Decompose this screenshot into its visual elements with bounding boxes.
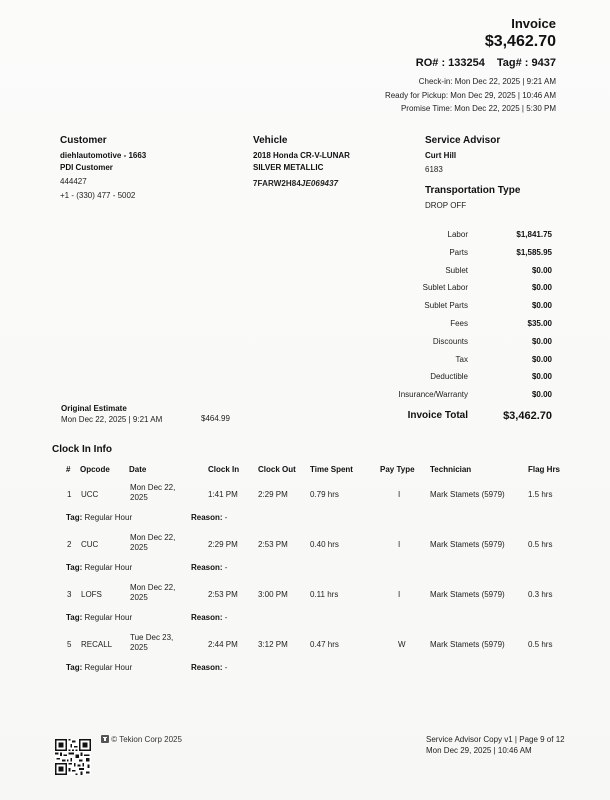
invoice-header [485, 16, 556, 51]
cell-reason [191, 563, 227, 572]
total-row-labor [360, 230, 554, 248]
cell-date [130, 583, 190, 603]
total-value: $35.00 [527, 318, 552, 328]
cell-date-line2: 2025 [130, 643, 148, 652]
reason-value: - [224, 663, 228, 672]
total-label: Labor [447, 230, 468, 239]
customer-type: PDI Customer [60, 163, 113, 172]
totals-block [360, 230, 554, 428]
cell-clock-out: 3:12 PM [258, 640, 288, 649]
tag-number: Tag# : 9437 [496, 57, 556, 69]
original-estimate [61, 403, 162, 425]
cell-time-spent: 0.11 hrs [310, 590, 339, 599]
tag-value: Regular Hour [84, 613, 133, 622]
cell-clock-out: 2:29 PM [258, 490, 288, 499]
cell-clock-in: 2:29 PM [208, 540, 238, 549]
total-value: $0.00 [531, 283, 552, 293]
cell-time-spent: 0.79 hrs [310, 490, 339, 499]
cell-technician: Mark Stamets (5979) [430, 590, 505, 599]
cell-reason [191, 613, 227, 622]
tag-label: Tag: [66, 563, 83, 572]
cell-tag [66, 613, 132, 622]
total-label: Discounts [432, 336, 468, 346]
total-label: Deductible [430, 372, 468, 382]
col-header-opcode: Opcode [80, 465, 110, 474]
cell-date-line2: 2025 [130, 493, 148, 502]
total-row-sublet [360, 266, 554, 284]
advisor-block [425, 135, 520, 212]
reason-value: - [224, 563, 228, 572]
total-row-parts [360, 248, 554, 266]
vehicle-vin [253, 178, 350, 190]
advisor-id: 6183 [425, 165, 443, 174]
vehicle-model: 2018 Honda CR-V-LUNAR [253, 151, 350, 160]
vehicle-color: SILVER METALLIC [253, 163, 324, 172]
cell-clock-out: 3:00 PM [258, 590, 288, 599]
ro-number: RO# : 133254 [415, 57, 485, 69]
total-row-sublet-parts [360, 301, 554, 319]
total-value: $1,585.95 [516, 247, 552, 257]
tag-value: Regular Hour [84, 663, 133, 672]
printed-date: Mon Dec 29, 2025 | 10:46 AM [426, 745, 532, 755]
transport-heading: Transportation Type [425, 185, 521, 196]
cell-flag-hrs: 1.5 hrs [528, 490, 553, 499]
table-row [0, 633, 610, 683]
transport-value: DROP OFF [425, 201, 467, 210]
invoice-total-value: $3,462.70 [503, 409, 552, 422]
tag-value: Regular Hour [84, 563, 133, 572]
total-row-sublet-labor [360, 283, 554, 301]
original-estimate-date: Mon Dec 22, 2025 | 9:21 AM [61, 415, 163, 424]
total-value: $0.00 [531, 390, 552, 400]
cell-opcode: UCC [81, 490, 99, 499]
cell-date-line2: 2025 [130, 593, 148, 602]
original-estimate-heading: Original Estimate [61, 404, 127, 413]
cell-num: 3 [67, 590, 72, 599]
cell-time-spent: 0.47 hrs [310, 640, 339, 649]
total-value: $0.00 [531, 354, 552, 364]
cell-opcode: LOFS [81, 590, 102, 599]
customer-heading: Customer [60, 135, 107, 146]
col-header-flag-hrs: Flag Hrs [528, 465, 561, 474]
cell-flag-hrs: 0.3 hrs [528, 590, 553, 599]
table-row [0, 533, 610, 583]
vehicle-block [253, 135, 350, 190]
reason-label: Reason: [191, 613, 223, 622]
vehicle-heading: Vehicle [253, 135, 288, 146]
advisor-heading: Service Advisor [425, 135, 501, 146]
reason-value: - [224, 613, 228, 622]
footer-meta [426, 735, 565, 756]
checkin-time: Check-in: Mon Dec 22, 2025 | 9:21 AM [418, 77, 556, 86]
advisor-name: Curt Hill [425, 151, 457, 160]
col-header-num: # [66, 465, 71, 474]
cell-pay-type: I [398, 590, 401, 599]
tekion-logo-icon [101, 735, 109, 743]
total-label: Parts [449, 247, 468, 257]
cell-reason [191, 513, 227, 522]
total-row-invoice-total [360, 410, 554, 428]
cell-flag-hrs: 0.5 hrs [528, 540, 553, 549]
copy-page-line: Service Advisor Copy v1 | Page 9 of 12 [426, 735, 565, 744]
cell-opcode: CUC [81, 540, 99, 549]
cell-clock-out: 2:53 PM [258, 540, 288, 549]
cell-pay-type: I [398, 490, 401, 499]
total-row-insurance [360, 390, 554, 408]
cell-num: 2 [67, 540, 72, 549]
total-label: Sublet Parts [424, 301, 468, 311]
original-estimate-amount: $464.99 [201, 414, 230, 423]
cell-tag [66, 563, 132, 572]
cell-date-line1: Mon Dec 22, [130, 533, 176, 542]
col-header-pay-type: Pay Type [380, 465, 415, 474]
cell-tag [66, 513, 132, 522]
total-label: Sublet [445, 265, 468, 275]
total-row-discounts [360, 337, 554, 355]
cell-pay-type: I [398, 540, 401, 549]
vin-suffix: JE069437 [300, 179, 339, 188]
footer-copyright [101, 735, 182, 744]
customer-id: 444427 [60, 177, 87, 186]
cell-pay-type: W [398, 640, 406, 649]
total-row-deductible [360, 372, 554, 390]
cell-date [130, 633, 190, 653]
total-value: $1,841.75 [516, 230, 552, 239]
reason-label: Reason: [191, 563, 223, 572]
total-row-tax [360, 355, 554, 373]
total-value: $0.00 [531, 372, 552, 382]
cell-opcode: RECALL [81, 640, 113, 649]
cell-date [130, 483, 190, 503]
customer-name: diehlautomotive - 1663 [60, 151, 147, 160]
total-value: $0.00 [531, 336, 552, 346]
cell-technician: Mark Stamets (5979) [430, 640, 505, 649]
cell-technician: Mark Stamets (5979) [430, 540, 505, 549]
vin-prefix: 7FARW2H84 [253, 179, 301, 188]
cell-tag [66, 663, 132, 672]
tag-label: Tag: [66, 613, 83, 622]
header-dates [385, 75, 556, 116]
cell-date [130, 533, 190, 553]
total-row-fees [360, 319, 554, 337]
cell-num: 1 [67, 490, 72, 499]
cell-clock-in: 1:41 PM [208, 490, 238, 499]
table-row [0, 583, 610, 633]
ro-tag-line [416, 57, 556, 69]
cell-clock-in: 2:53 PM [208, 590, 238, 599]
col-header-time-spent: Time Spent [310, 465, 353, 474]
clock-in-title: Clock In Info [52, 444, 112, 455]
customer-block [60, 135, 146, 202]
tag-value: Regular Hour [84, 513, 133, 522]
cell-technician: Mark Stamets (5979) [430, 490, 505, 499]
copyright-text: © Tekion Corp 2025 [111, 735, 182, 744]
reason-value: - [224, 513, 228, 522]
total-value: $0.00 [531, 265, 552, 275]
cell-num: 5 [67, 640, 72, 649]
cell-date-line1: Mon Dec 22, [130, 483, 176, 492]
reason-label: Reason: [191, 513, 223, 522]
total-label: Sublet Labor [422, 283, 468, 293]
cell-reason [191, 663, 227, 672]
total-label: Tax [455, 354, 468, 364]
cell-date-line1: Mon Dec 22, [130, 583, 176, 592]
col-header-clock-out: Clock Out [258, 465, 296, 474]
invoice-header-total: $3,462.70 [484, 33, 556, 50]
reason-label: Reason: [191, 663, 223, 672]
col-header-date: Date [129, 465, 147, 474]
cell-date-line1: Tue Dec 23, [130, 633, 174, 642]
total-label: Insurance/Warranty [398, 390, 468, 400]
tag-label: Tag: [66, 513, 83, 522]
invoice-total-label: Invoice Total [407, 409, 468, 421]
customer-phone: +1 - (330) 477 - 5002 [60, 191, 136, 200]
cell-clock-in: 2:44 PM [208, 640, 238, 649]
promise-time: Promise Time: Mon Dec 22, 2025 | 5:30 PM [400, 104, 556, 113]
total-value: $0.00 [531, 301, 552, 311]
cell-flag-hrs: 0.5 hrs [528, 640, 553, 649]
col-header-clock-in: Clock In [208, 465, 240, 474]
col-header-technician: Technician [430, 465, 472, 474]
cell-date-line2: 2025 [130, 543, 148, 552]
cell-time-spent: 0.40 hrs [310, 540, 339, 549]
qr-code-icon [55, 739, 91, 775]
invoice-title: Invoice [511, 16, 556, 31]
ready-for-pickup-time: Ready for Pickup: Mon Dec 29, 2025 | 10:46 AM [384, 90, 556, 100]
tag-label: Tag: [66, 663, 83, 672]
table-row [0, 483, 610, 533]
total-label: Fees [450, 318, 468, 328]
